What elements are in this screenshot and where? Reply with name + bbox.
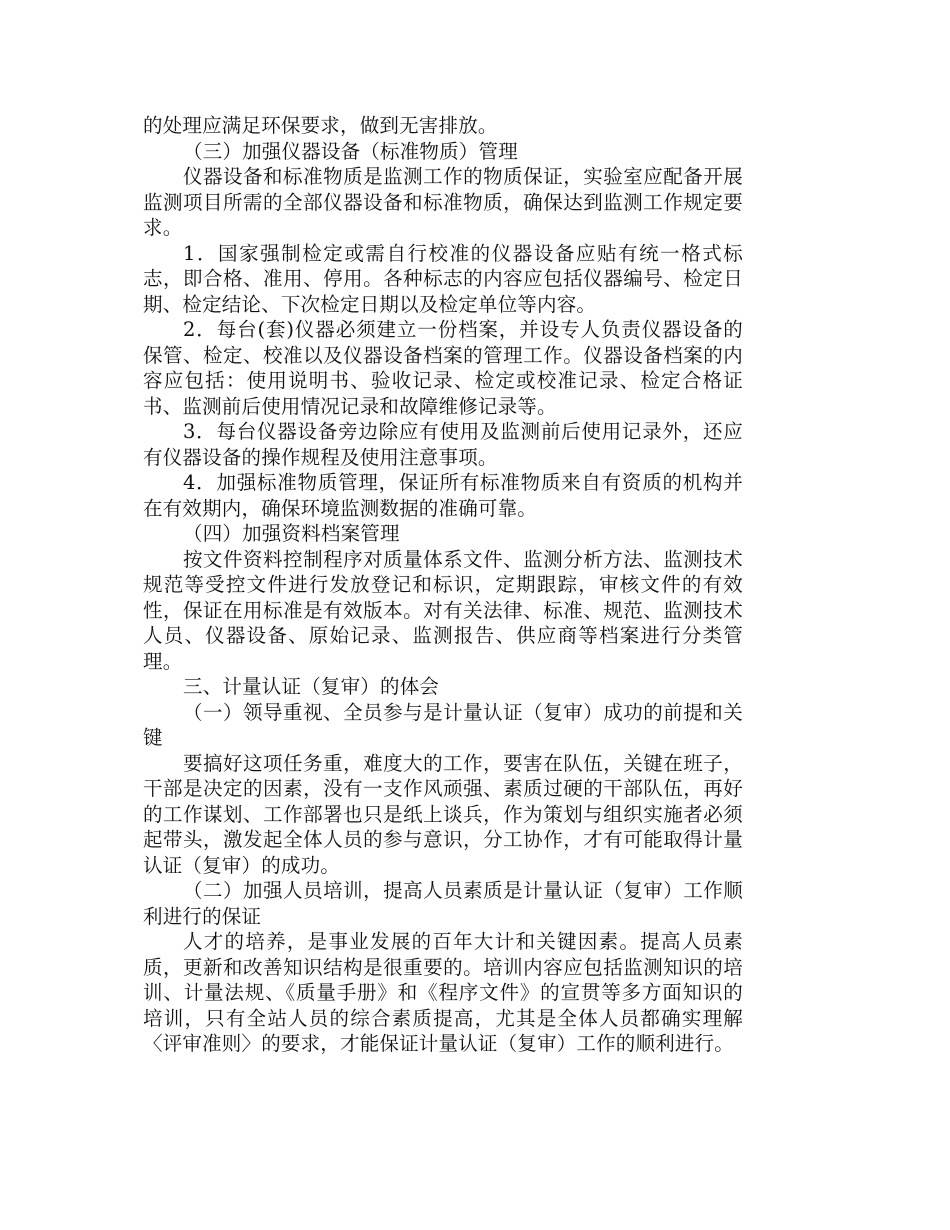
paragraph-leadership: 要搞好这项任务重，难度大的工作，要害在队伍，关键在班子，干部是决定的因素，没有一支作风顽强、素质过硬的干部队伍，再好的工作谋划、工作部署也只是纸上谈兵，作为策划与组织实施者必须起带头，激发起全体人员的参与意识，分工协作，才有可能取得计量认证（复审）的成功。 (143, 751, 743, 877)
section-heading-instruments: （三）加强仪器设备（标准物质）管理 (183, 139, 518, 163)
paragraph-instruments-intro: 仪器设备和标准物质是监测工作的物质保证，实验室应配备开展监测项目所需的全部仪器设备和标准物质，确保达到监测工作规定要求。 (143, 165, 743, 239)
section-heading-experience: 三、计量认证（复审）的体会 (183, 675, 440, 698)
list-item-2: 2．每台(套)仪器必须建立一份档案，并设专人负责仪器设备的保管、检定、校准以及仪器设备档案的管理工作。仪器设备档案的内容应包括：使用说明书、验收记录、检定或校准记录、检定合格证书、监测前后使用情况记录和故障维修记录等。 (143, 318, 743, 418)
list-item-1: 1．国家强制检定或需自行校准的仪器设备应贴有统一格式标志，即合格、准用、停用。各种标志的内容应包括仪器编号、检定日期、检定结论、下次检定日期以及检定单位等内容。 (143, 241, 743, 316)
list-item-3: 3．每台仪器设备旁边除应有使用及监测前后使用记录外，还应有仪器设备的操作规程及使用注意事项。 (143, 420, 743, 469)
subheading-training: （二）加强人员培训，提高人员素质是计量认证（复审）工作顺利进行的保证 (143, 879, 743, 928)
paragraph-archives: 按文件资料控制程序对质量体系文件、监测分析方法、监测技术规范等受控文件进行发放登记和标识，定期跟踪，审核文件的有效性，保证在用标准是有效版本。对有关法律、标准、规范、监测技术人员、仪器设备、原始记录、监测报告、供应商等档案进行分类管理。 (143, 547, 743, 673)
paragraph-training: 人才的培养，是事业发展的百年大计和关键因素。提高人员素质，更新和改善知识结构是很重要的。培训内容应包括监测知识的培训、计量法规、《质量手册》和《程序文件》的宣贯等多方面知识的培训，只有全站人员的综合素质提高，尤其是全体人员都确实理解〈评审准则〉的要求，才能保证计量认证（复审）工作的顺利进行。 (143, 930, 743, 1055)
paragraph-continuation: 的处理应满足环保要求，做到无害排放。 (143, 114, 498, 137)
document-body (143, 113, 743, 1057)
list-item-4: 4．加强标准物质管理，保证所有标准物质来自有资质的机构并在有效期内，确保环境监测数据的准确可靠。 (143, 471, 743, 520)
section-heading-archives: （四）加强资料档案管理 (183, 522, 400, 545)
subheading-leadership: （一）领导重视、全员参与是计量认证（复审）成功的前提和关键 (143, 700, 743, 749)
